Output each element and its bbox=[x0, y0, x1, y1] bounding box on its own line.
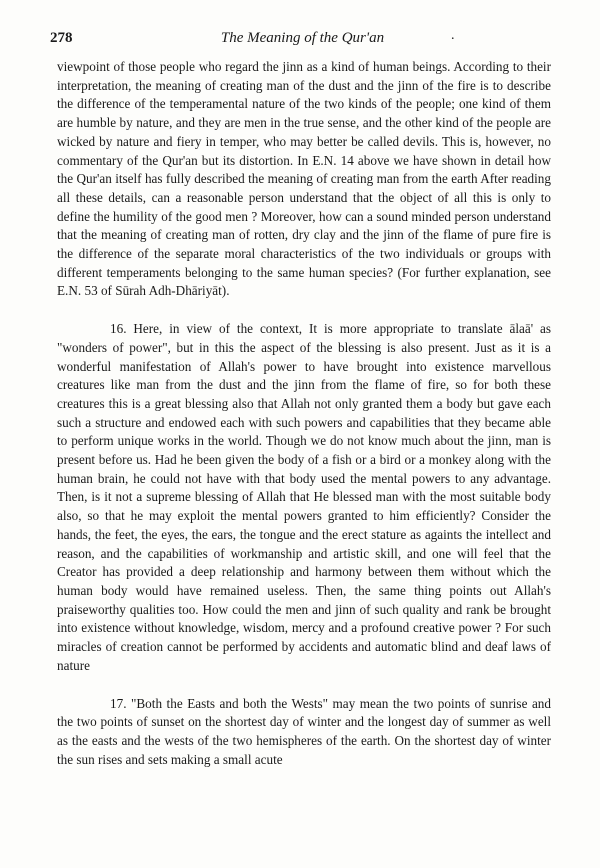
running-title: The Meaning of the Qur'an bbox=[220, 30, 385, 46]
paragraph-note-17: 17. "Both the Easts and both the Wests" may mean the two points of sunrise and the two points of sunset on the shortest day of winter and the longest day of summer as well as the easts and the wests of the two hemispheres of the earth. On the shortest day of winter the sun rises and sets making a small acute bbox=[57, 695, 551, 767]
paragraph-note-16: 16. Here, in view of the context, It is more appropriate to translate ālaā' as "wonders of power", but in this the aspect of the blessing is also present. Just as it is a wonderful manifestation of Allah's power to have brought into existence marvellous creatures like man from the dust and the jinn from the flame of fire, so for both these creatures this is a great blessing also that Allah not only granted them a body but gave each such a structure and endowed each with such powers and capabilities that they became able to perform unique works in the world. Though we do not know much about the jinn, man is present before us. Had he been given the body of a fish or a bird or a monkey along with the human brain, he could not have with that body used the mental powers to any advantage. Then, is it not a supreme blessing of Allah that He blessed man with the most suitable body also, so that he may exploit the mental powers granted to him efficiently? Consider the hands, the feet, the eyes, the ears, the tongue and the erect stature as againts the intellect and reason, and the capabilities of workmanship and artistic skill, and one will feel that the Creator has provided a deep relationship and harmony between them without which the human body would have remained useless. Then, the same thing points out Allah's praiseworthy qualities too. How could the men and jinn of such quality and rank be brought into existence without knowledge, wisdom, mercy and a profound creative power ? For such miracles of creation cannot be performed by accidents and automatic blind and deaf laws of nature bbox=[57, 321, 551, 673]
paragraph-continued: viewpoint of those people who regard the jinn as a kind of human beings. According to their interpretation, the meaning of creating man of the dust and the jinn of the fire is to describe the difference of the temperamental nature of the two kinds of the people; one kind of them are humble by nature, and they are men in the true sense, and the other kind of the people are wicked by nature and fiery in temper, who may better be called devils. This is, however, no commentary of the Qur'an but its distortion. In E.N. 14 above we have shown in detail how the Qur'an itself has fully described the meaning of creating man from the earth After reading all these details, can a reasonable person understand that the object of all this is only to define the humility of the good men ? Moreover, how can a sound minded person understand that the meaning of creating man of rotten, dry clay and the jinn of the flame of pure fire is the difference of the separate moral characteristics of the two individuals or groups with different temperaments belonging to the same human species? (For further explanation, see E.N. 53 of Sūrah Adh-Dhāriyāt). bbox=[57, 59, 551, 299]
page-header bbox=[50, 30, 555, 52]
page-number: 278 bbox=[50, 30, 73, 46]
page-body bbox=[57, 58, 551, 769]
header-mark: . bbox=[451, 28, 455, 43]
